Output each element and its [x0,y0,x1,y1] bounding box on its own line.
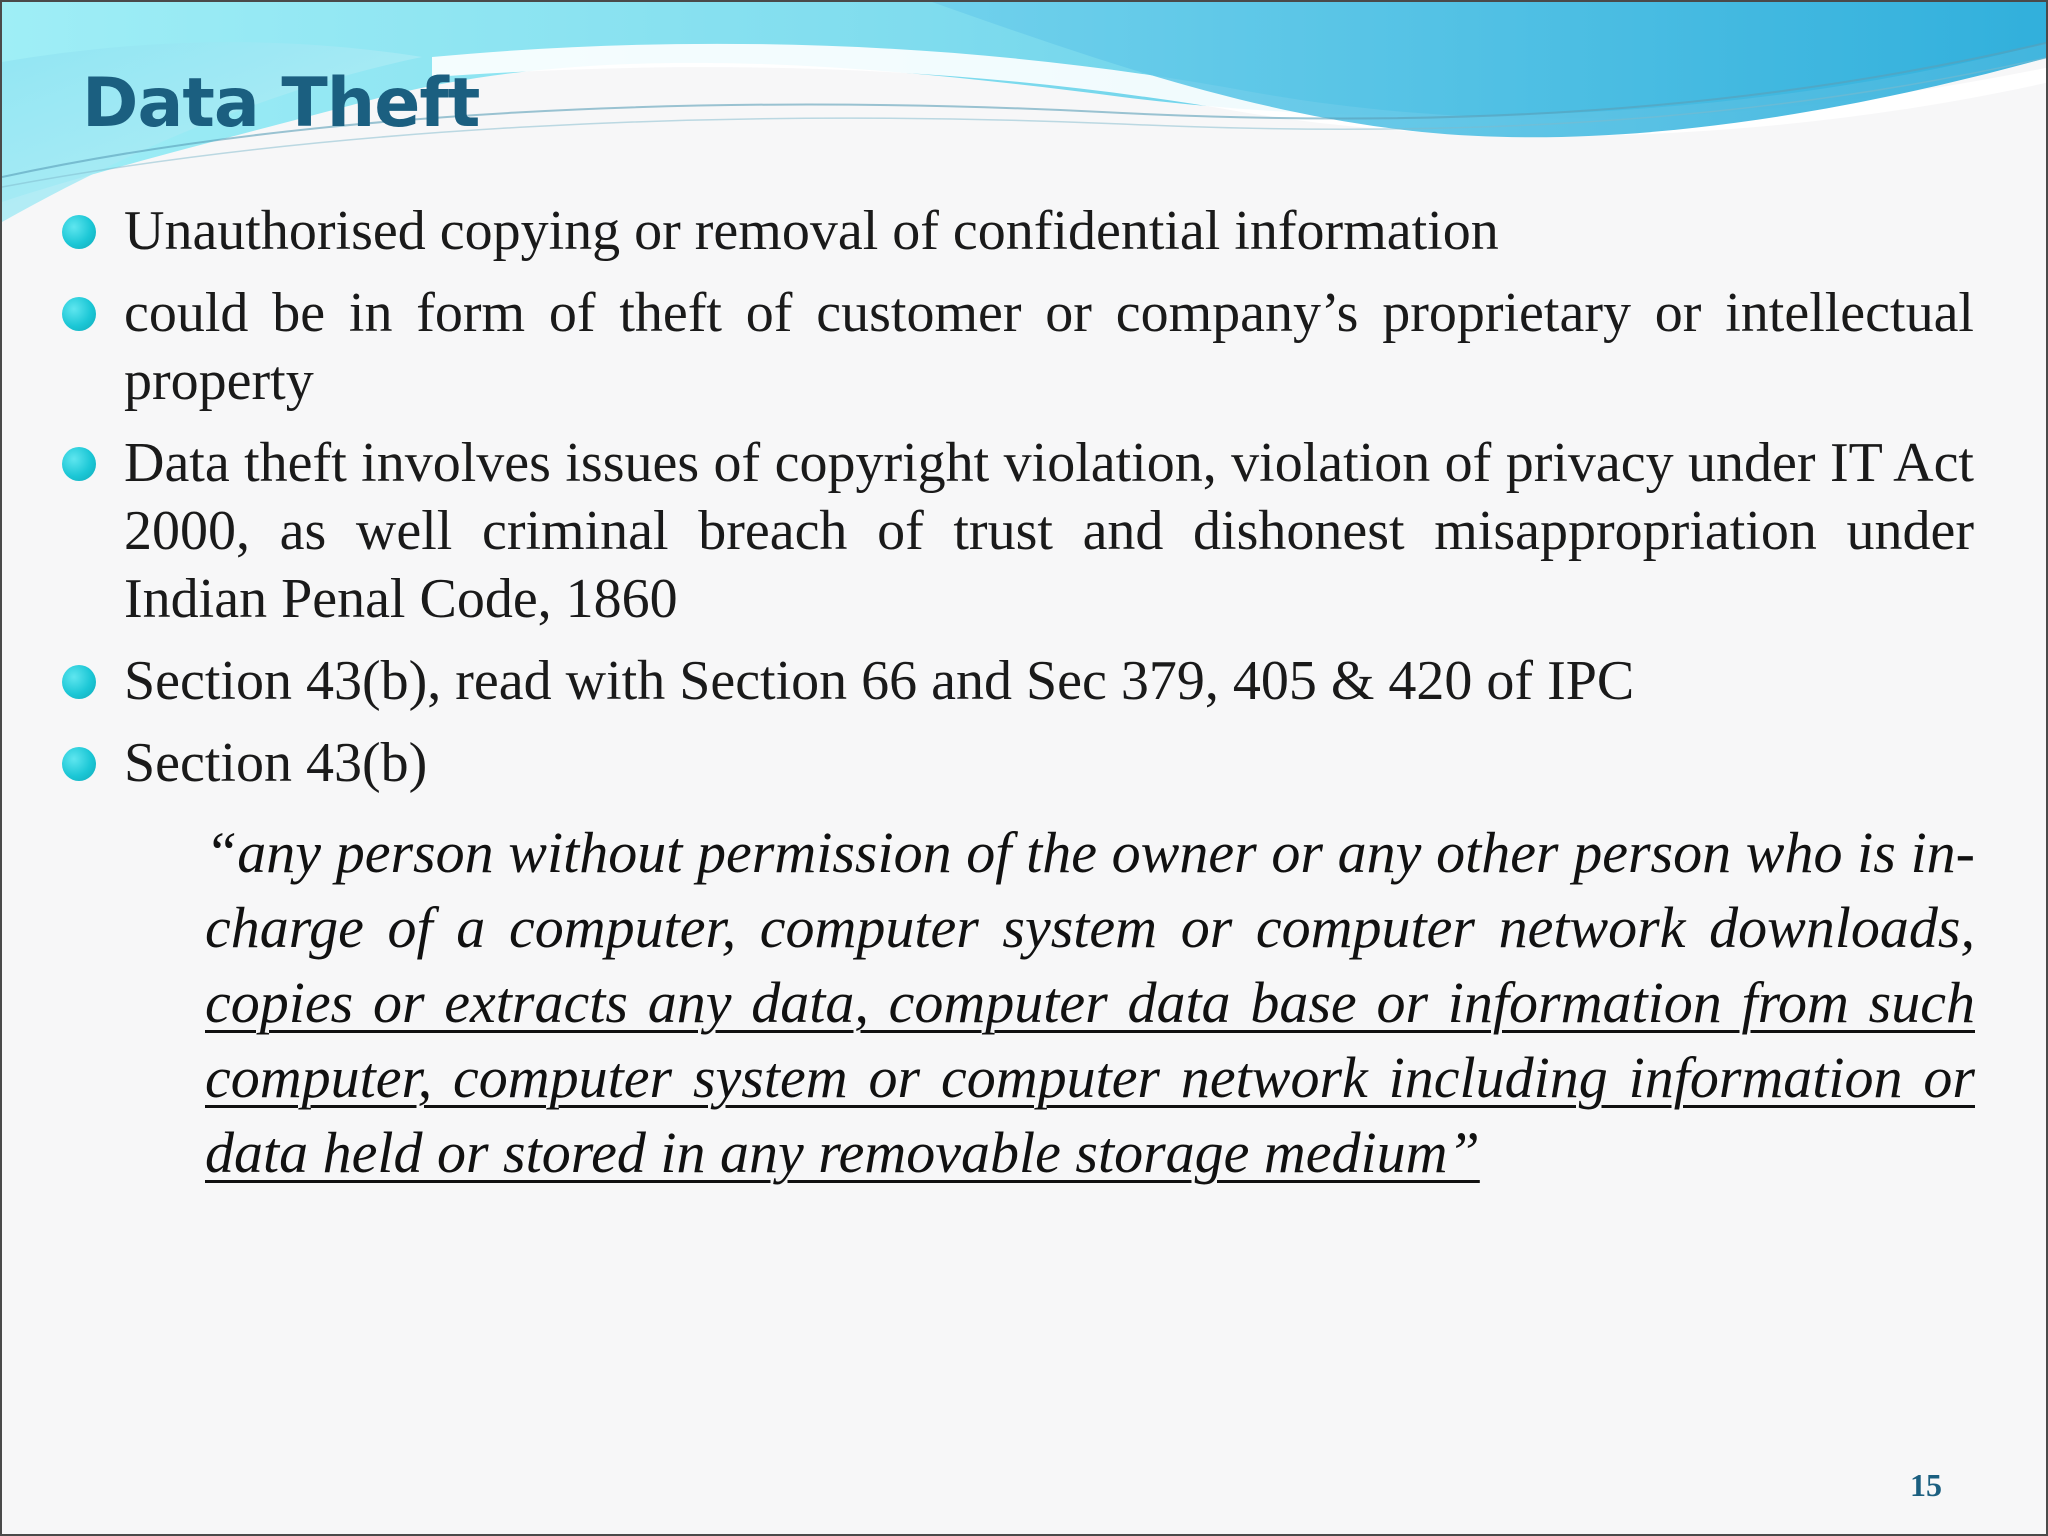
bullet-item [62,197,1974,265]
bullet-item [62,647,1974,715]
bullet-item [62,429,1974,633]
quote-plain-text: “any person without permission of the owner or any other person who is in-charge of a computer, computer system or computer network downloads, [205,820,1975,960]
bullet-text: could be in form of theft of customer or company’s proprietary or intellectual property [124,282,1974,412]
bullet-text: Data theft involves issues of copyright violation, violation of privacy under IT Act 2000, as well criminal breach of trust and dishonest misappropriation under Indian Penal Code, 1860 [124,432,1974,630]
bullet-dot-icon [62,447,96,481]
slide-title: Data Theft [82,64,480,143]
section-43b-quote [205,815,1975,1190]
bullet-dot-icon [62,215,96,249]
bullet-dot-icon [62,665,96,699]
quote-underlined-text: copies or extracts any data, computer data base or information from such computer, computer system or computer network including information or data held or stored in any removable storage medium” [205,970,1975,1185]
bullet-item [62,729,1974,797]
bullet-dot-icon [62,747,96,781]
bullet-text: Section 43(b), read with Section 66 and Sec 379, 405 & 420 of IPC [124,650,1635,712]
bullet-item [62,279,1974,415]
page-number: 15 [1910,1467,1942,1503]
bullet-list [62,197,1974,811]
bullet-dot-icon [62,297,96,331]
bullet-text: Section 43(b) [124,732,428,794]
bullet-text: Unauthorised copying or removal of confidential information [124,200,1499,262]
